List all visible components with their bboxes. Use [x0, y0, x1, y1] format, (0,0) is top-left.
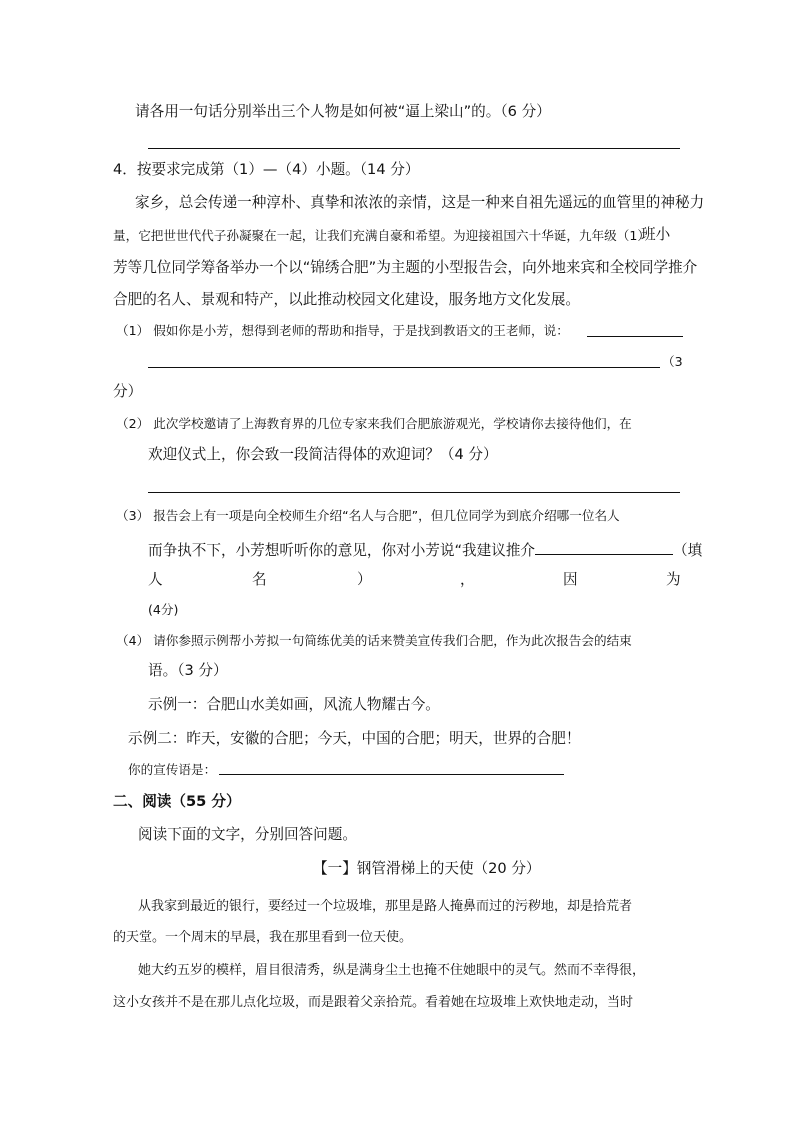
section-heading: 二、阅读（55 分）: [113, 793, 241, 810]
section-instruction: 阅读下面的文字，分别回答问题。: [138, 826, 357, 843]
subquestion-1: （1） 假如你是小芳，想得到老师的帮助和指导，于是找到教语文的王老师，说：: [116, 323, 569, 338]
example-1: 示例一：合肥山水美如画，风流人物耀古今。: [148, 696, 440, 713]
passage-line: 这小女孩并不是在那儿点化垃圾，而是跟着父亲拾荒。看着她在垃圾堆上欢快地走动，当时: [113, 995, 634, 1010]
score-label: (4分): [148, 602, 179, 617]
answer-line[interactable]: [148, 148, 680, 149]
example-2: 示例二：昨天，安徽的合肥；今天，中国的合肥；明天，世界的合肥！: [128, 730, 581, 747]
subquestion-3: （3） 报告会上有一项是向全校师生介绍“名人与合肥”，但几位同学为到底介绍哪一位名人: [116, 508, 620, 523]
question-header: 4．按要求完成第（1）—（4）小题。（14 分）: [113, 161, 420, 178]
justified-char: ，: [460, 571, 475, 588]
passage-line: 从我家到最近的银行，要经过一个垃圾堆，那里是路人掩鼻而过的污秽地，却是拾荒者: [138, 899, 633, 914]
answer-line[interactable]: [219, 774, 564, 775]
passage-line: 她大约五岁的模样，眉目很清秀，纵是满身尘土也掩不住她眼中的灵气。然而不幸得很，: [138, 963, 646, 978]
subquestion-4-line: 语。（3 分）: [148, 662, 228, 679]
subquestion-2-line: 欢迎仪式上，你会致一段简洁得体的欢迎词？（4 分）: [148, 446, 498, 463]
justified-char: ）: [357, 571, 372, 588]
question-prompt: 请各用一句话分别举出三个人物是如何被“逼上梁山”的。（6 分）: [135, 103, 551, 120]
justified-char: 为: [666, 571, 681, 588]
subquestion-4: （4） 请你参照示例帮小芳拟一句简练优美的话来赞美宣传我们合肥，作为此次报告会的结束: [116, 633, 632, 648]
justified-char: 因: [563, 571, 578, 588]
subquestion-3-line: [148, 542, 702, 559]
intro-line-tail: 班小: [641, 226, 671, 243]
intro-line: 合肥的名人、景观和特产，以此推动校园文化建设，服务地方文化发展。: [113, 291, 581, 308]
intro-line: 量，它把世世代代子孙凝聚在一起，让我们充满自豪和希望。为迎接祖国六十华诞，九年级（1）: [113, 228, 650, 243]
answer-label: 你的宣传语是：: [128, 762, 217, 777]
intro-line: 家乡，总会传递一种淳朴、真挚和浓浓的亲情，这是一种来自祖先遥远的血管里的神秘力: [135, 194, 705, 211]
name-blank[interactable]: [535, 542, 673, 555]
answer-line[interactable]: [148, 492, 680, 493]
answer-line[interactable]: [587, 336, 683, 337]
passage-title: 【一】钢管滑梯上的天使（20 分）: [313, 860, 541, 877]
justified-char: 人: [148, 571, 163, 588]
score-label: 分）: [113, 383, 143, 400]
intro-line: 芳等几位同学筹备举办一个以“锦绣合肥”为主题的小型报告会，向外地来宾和全校同学推介: [113, 259, 698, 276]
passage-line: 的天堂。一个周末的早晨，我在那里看到一位天使。: [113, 930, 413, 945]
answer-line[interactable]: [148, 367, 660, 368]
justified-char: 名: [252, 571, 267, 588]
score-label: （3: [662, 354, 683, 369]
prompt-text: （填: [673, 542, 703, 559]
prompt-text: 而争执不下，小芳想听听你的意见，你对小芳说“我建议推介: [148, 542, 536, 559]
subquestion-2: （2） 此次学校邀请了上海教育界的几位专家来我们合肥旅游观光，学校请你去接待他们，在: [116, 416, 632, 431]
